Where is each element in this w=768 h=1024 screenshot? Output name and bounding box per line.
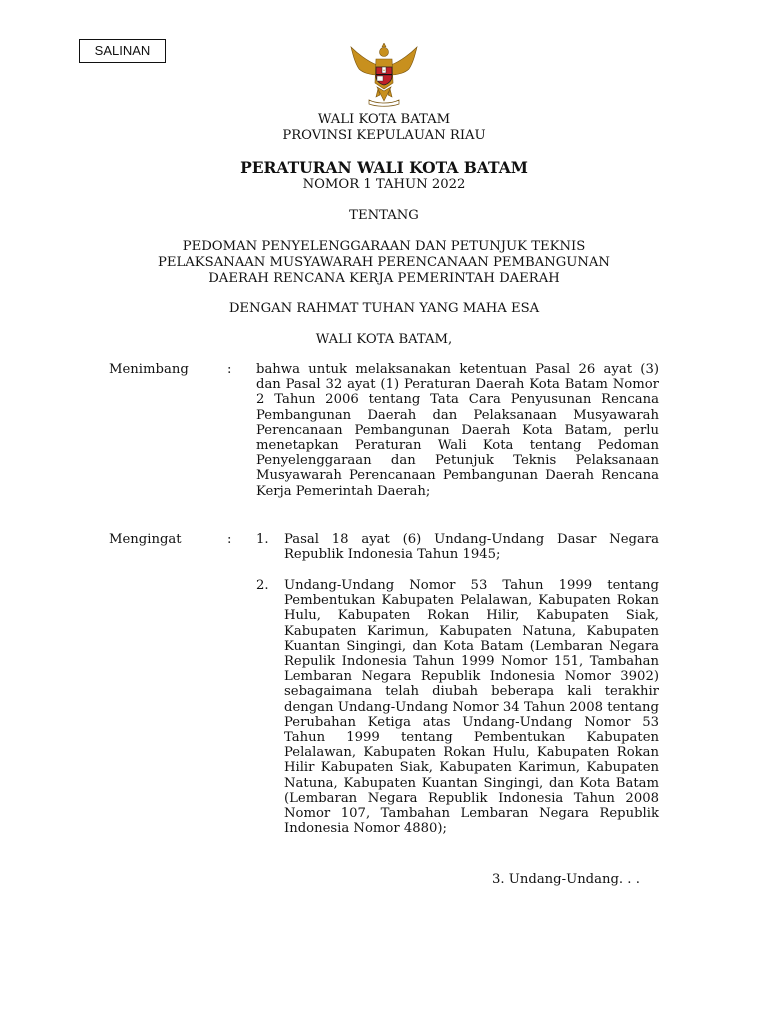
province-name: PROVINSI KEPULAUAN RIAU bbox=[282, 128, 486, 143]
issuer: WALI KOTA BATAM, bbox=[315, 332, 453, 347]
regulation-number: NOMOR 1 TAHUN 2022 bbox=[302, 177, 466, 192]
menimbang-label: Menimbang bbox=[109, 362, 189, 377]
mengingat-label: Mengingat bbox=[109, 532, 182, 547]
menimbang-text: bahwa untuk melaksanakan ketentuan Pasal 26 ayat (3) dan Pasal 32 ayat (1) Peraturan Daerah Kota Batam Nomor 2 Tahun 2006 tentang Tata Cara Penyusunan Rencana Pembangunan Daerah dan Pelaksanaan Musyawarah Perencanaan Pembangunan Daerah Kota Batam, perlu menetapkan Peraturan Wali Kota tentang Pedoman Penyelenggaraan dan Petunjuk Teknis Pelaksanaan Musyawarah Perencanaan Pembangunan Daerah Rencana Kerja Pemerintah Daerah; bbox=[256, 362, 659, 499]
mengingat-colon: : bbox=[227, 532, 232, 547]
regulation-title: PERATURAN WALI KOTA BATAM bbox=[240, 158, 528, 177]
mengingat-item-number: 1. bbox=[256, 532, 269, 547]
mengingat-item-text: Undang-Undang Nomor 53 Tahun 1999 tentang Pembentukan Kabupaten Pelalawan, Kabupaten Rokan Hulu, Kabupaten Rokan Hilir, Kabupaten Siak, Kabupaten Karimun, Kabupaten Natuna, Kabupaten Kuantan Singingi, dan Kota Batam (Lembaran Negara Repulik Indonesia Tahun 1999 Nomor 151, Tambahan Lembaran Negara Republik Indonesia Nomor 3902) sebagaimana telah diubah beberapa kali terakhir dengan Undang-Undang Nomor 34 Tahun 2008 tentang Perubahan Ketiga atas Undang-Undang Nomor 53 Tahun 1999 tentang Pembentukan Kabupaten Pelalawan, Kabupaten Rokan Hulu, Kabupaten Rokan Hilir Kabupaten Siak, Kabupaten Karimun, Kabupaten Natuna, Kabupaten Kuantan Singingi, dan Kota Batam (Lembaran Negara Republik Indonesia Tahun 2008 Nomor 107, Tambahan Lembaran Negara Republik Indonesia Nomor 4880); bbox=[284, 578, 659, 837]
subject-line-2: PELAKSANAAN MUSYAWARAH PERENCANAAN PEMBANGUNAN bbox=[158, 255, 610, 270]
office-name: WALI KOTA BATAM bbox=[317, 112, 451, 127]
subject-line-3: DAERAH RENCANA KERJA PEMERINTAH DAERAH bbox=[208, 271, 560, 286]
garuda-pancasila-emblem-icon bbox=[347, 43, 421, 107]
menimbang-colon: : bbox=[227, 362, 232, 377]
salinan-stamp: SALINAN bbox=[79, 39, 166, 63]
mengingat-item-number: 2. bbox=[256, 578, 269, 593]
about-label: TENTANG bbox=[349, 208, 419, 223]
subject-line-1: PEDOMAN PENYELENGGARAAN DAN PETUNJUK TEKNIS bbox=[182, 239, 586, 254]
invocation: DENGAN RAHMAT TUHAN YANG MAHA ESA bbox=[228, 301, 540, 316]
mengingat-item-text: Pasal 18 ayat (6) Undang-Undang Dasar Negara Republik Indonesia Tahun 1945; bbox=[284, 532, 659, 563]
continuation-marker: 3. Undang-Undang. . . bbox=[492, 872, 640, 887]
